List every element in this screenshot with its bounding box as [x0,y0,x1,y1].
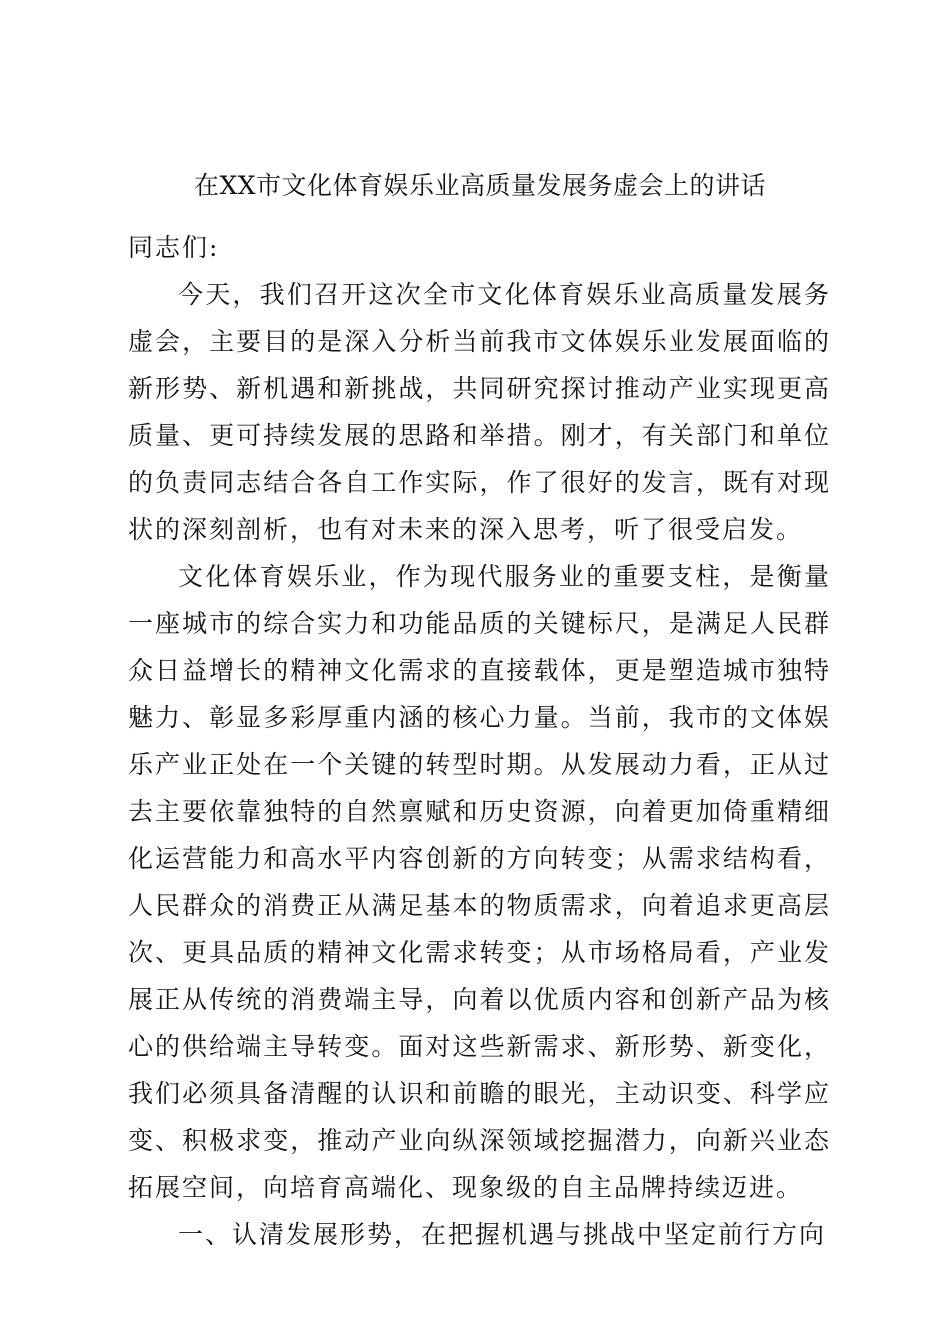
document-body [128,224,831,1258]
salutation: 同志们: [128,233,220,262]
document-title: 在XX市文化体育娱乐业高质量发展务虚会上的讲话 [193,171,767,200]
paragraph-intro: 今天，我们召开这次全市文化体育娱乐业高质量发展务虚会，主要目的是深入分析当前我市文体娱乐业发展面临的新形势、新机遇和新挑战，共同研究探讨推动产业实现更高质量、更可持续发展的思路和举措。刚才，有关部门和单位的负责同志结合各自工作实际，作了很好的发言，既有对现状的深刻剖析，也有对未来的深入思考，听了很受启发。 [128,280,831,544]
paragraph-industry-overview: 文化体育娱乐业，作为现代服务业的重要支柱，是衡量一座城市的综合实力和功能品质的关键标尺，是满足人民群众日益增长的精神文化需求的直接载体，更是塑造城市独特魅力、彰显多彩厚重内涵的核心力量。当前，我市的文体娱乐产业正处在一个关键的转型时期。从发展动力看，正从过去主要依靠独特的自然禀赋和历史资源，向着更加倚重精细化运营能力和高水平内容创新的方向转变；从需求结构看，人民群众的消费正从满足基本的物质需求，向着追求更高层次、更具品质的精神文化需求转变；从市场格局看，产业发展正从传统的消费端主导，向着以优质内容和创新产品为核心的供给端主导转变。面对这些新需求、新形势、新变化，我们必须具备清醒的认识和前瞻的眼光，主动识变、科学应变、积极求变，推动产业向纵深领域挖掘潜力，向新兴业态拓展空间，向培育高端化、现象级的自主品牌持续迈进。 [128,562,831,1202]
section-heading: 一、认清发展形势，在把握机遇与挑战中坚定前行方向 [178,1220,827,1249]
